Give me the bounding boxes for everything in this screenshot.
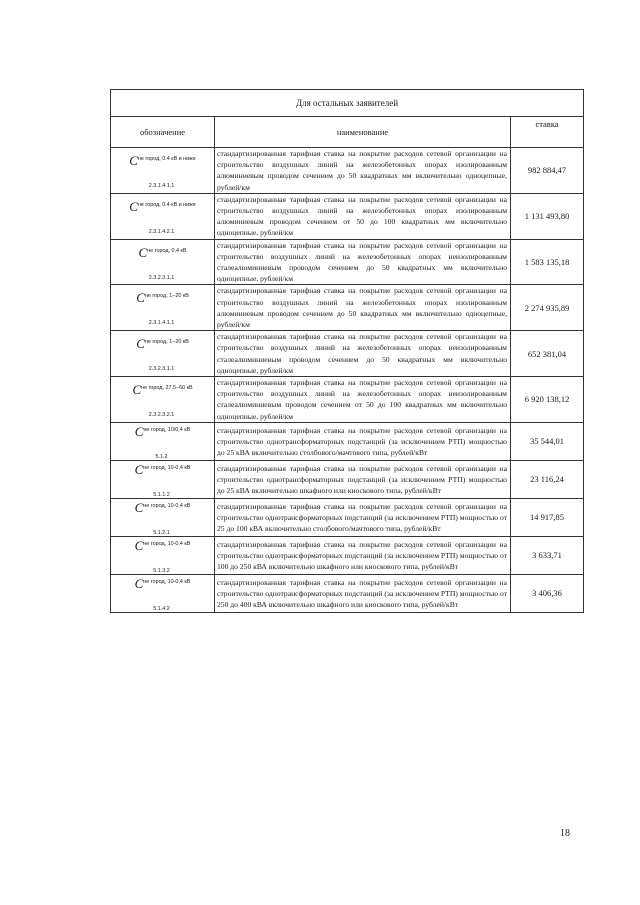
rate-symbol	[111, 148, 215, 194]
rate-description: стандартизированная тарифная ставка на покрытие расходов сетевой организации на строительство однотрансформаторных подстанций (за исключением РТП) мощностью от 100 до 250 кВА включительно шкафного или киоскового типа, рублей/кВт	[215, 536, 511, 574]
rate-description: стандартизированная тарифная ставка на покрытие расходов сетевой организации на строительство однотрансформаторных подстанций (за исключением РТП) мощностью до 25 кВА включительно столбового/мачтового типа, рублей/кВт	[215, 422, 511, 460]
rate-value: 6 920 138,12	[511, 377, 584, 423]
rate-description: стандартизированная тарифная ставка на покрытие расходов сетевой организации на строительство воздушных линий на железобетонных опорах неизолированным сталеалюминиевым проводом сечением до 50 квадратных мм включительно одноцепные, рублей/км	[215, 331, 511, 377]
rate-description: стандартизированная тарифная ставка на покрытие расходов сетевой организации на строительство воздушных линий на железобетонных опорах неизолированным сталеалюминиевым проводом сечением до 50 квадратных мм включительно одноцепные, рублей/км	[215, 239, 511, 285]
rate-description: стандартизированная тарифная ставка на покрытие расходов сетевой организации на строительство однотрансформаторных подстанций (за исключением РТП) мощностью от 25 до 100 кВА включительно столбового/мачтового типа, рублей/кВт	[215, 498, 511, 536]
symbol-letter: C	[134, 461, 144, 477]
symbol-superscript: не город, 10-0,4 кВ	[143, 464, 191, 471]
rate-value: 2 274 935,89	[511, 285, 584, 331]
symbol-subscript: 2.3.2.3.1.1	[148, 274, 175, 281]
table-row	[111, 148, 584, 194]
rate-symbol	[111, 498, 215, 536]
table-caption: Для остальных заявителей	[111, 90, 584, 117]
symbol-superscript: не город, 10/0,4 кВ	[143, 426, 191, 433]
rate-value: 982 884,47	[511, 148, 584, 194]
table-row	[111, 331, 584, 377]
rate-value: 652 381,04	[511, 331, 584, 377]
symbol-letter: C	[138, 244, 148, 260]
symbol-subscript: 2.3.2.3.1.1	[148, 366, 175, 373]
rate-value: 1 583 135,18	[511, 239, 584, 285]
symbol-superscript: не город, 1−20 кВ	[144, 293, 189, 300]
rate-description: стандартизированная тарифная ставка на покрытие расходов сетевой организации на строительство однотрансформаторных подстанций (за исключением РТП) мощностью от 250 до 400 кВА включительно шкафного или киоскового типа, рублей/кВт	[215, 574, 511, 612]
rate-symbol	[111, 193, 215, 239]
symbol-subscript: 5.1.3.2	[153, 567, 170, 574]
symbol-subscript: 5.1.2	[155, 453, 168, 460]
symbol-superscript: не город, 27,5−60 кВ	[141, 384, 193, 391]
rate-description: стандартизированная тарифная ставка на покрытие расходов сетевой организации на строительство воздушных линий на железобетонных опорах изолированным алюминиевым проводом сечением до 50 квадратных мм включительно одноцепные, рублей/км	[215, 148, 511, 194]
symbol-letter: C	[129, 198, 138, 214]
symbol-subscript: 5.1.1.2	[153, 491, 170, 498]
table-row	[111, 460, 584, 498]
symbol-subscript: 2.3.2.3.2.1	[148, 411, 175, 418]
rate-symbol	[111, 460, 215, 498]
table-row	[111, 377, 584, 423]
table-row	[111, 498, 584, 536]
symbol-superscript: не город, 0.4 кВ и ниже	[137, 201, 196, 208]
page-number: 18	[560, 828, 570, 839]
rate-symbol	[111, 377, 215, 423]
symbol-letter: C	[129, 152, 138, 168]
rate-symbol	[111, 574, 215, 612]
symbol-subscript: 2.3.1.4.2.1	[148, 228, 175, 235]
table-row	[111, 574, 584, 612]
rate-description: стандартизированная тарифная ставка на покрытие расходов сетевой организации на строительство воздушных линий на железобетонных опорах изолированным алюминиевым проводом сечением от 50 до 100 квадратных мм включительно одноцепные, рублей/км	[215, 193, 511, 239]
symbol-subscript: 2.3.1.4.1.1	[148, 320, 175, 327]
table-row	[111, 285, 584, 331]
rate-symbol	[111, 285, 215, 331]
symbol-subscript: 5.1.2.1	[153, 529, 170, 536]
symbol-superscript: не город, 1−20 кВ	[144, 339, 189, 346]
table-row	[111, 193, 584, 239]
rate-value: 35 544,01	[511, 422, 584, 460]
symbol-letter: C	[134, 575, 144, 591]
table-row	[111, 536, 584, 574]
table-body	[111, 148, 584, 613]
rate-description: стандартизированная тарифная ставка на покрытие расходов сетевой организации на строительство воздушных линий на железобетонных опорах неизолированным сталеалюминиевым проводом сечением от 50 до 100 квадратных мм включительно одноцепные, рублей/км	[215, 377, 511, 423]
rate-value: 1 131 493,80	[511, 193, 584, 239]
symbol-superscript: не город, 10-0,4 кВ	[143, 540, 191, 547]
symbol-letter: C	[136, 290, 145, 306]
symbol-superscript: не город, 0,4 кВ	[147, 247, 187, 254]
rate-symbol	[111, 331, 215, 377]
rate-description: стандартизированная тарифная ставка на покрытие расходов сетевой организации на строительство воздушных линий на железобетонных опорах изолированным алюминиевым проводом сечением до 50 квадратных мм включительно одноцепные, рублей/км	[215, 285, 511, 331]
rate-value: 23 116,24	[511, 460, 584, 498]
symbol-letter: C	[132, 381, 142, 397]
symbol-superscript: не город, 10-0,4 кВ	[143, 578, 191, 585]
header-designation: обозначение	[111, 117, 215, 148]
symbol-superscript: не город, 0.4 кВ и ниже	[137, 155, 196, 162]
tariff-table	[110, 89, 584, 613]
header-name: наименование	[215, 117, 511, 148]
rate-symbol	[111, 422, 215, 460]
symbol-letter: C	[134, 537, 144, 553]
header-row	[111, 117, 584, 148]
symbol-superscript: не город, 10-0,4 кВ	[143, 502, 191, 509]
symbol-subscript: 2.3.1.4.1.1	[148, 182, 175, 189]
rate-description: стандартизированная тарифная ставка на покрытие расходов сетевой организации на строительство однотрансформаторных подстанций (за исключением РТП) мощностью до 25 кВА включительно шкафного или киоскового типа, рублей/кВт	[215, 460, 511, 498]
symbol-letter: C	[134, 423, 144, 439]
rate-symbol	[111, 536, 215, 574]
symbol-letter: C	[134, 499, 144, 515]
symbol-letter: C	[136, 336, 145, 352]
rate-symbol	[111, 239, 215, 285]
table-row	[111, 239, 584, 285]
header-rate: ставка	[511, 117, 584, 148]
rate-value: 3 633,71	[511, 536, 584, 574]
rate-value: 3 406,36	[511, 574, 584, 612]
table-row	[111, 422, 584, 460]
symbol-subscript: 5.1.4.2	[153, 605, 170, 612]
rate-value: 14 917,85	[511, 498, 584, 536]
